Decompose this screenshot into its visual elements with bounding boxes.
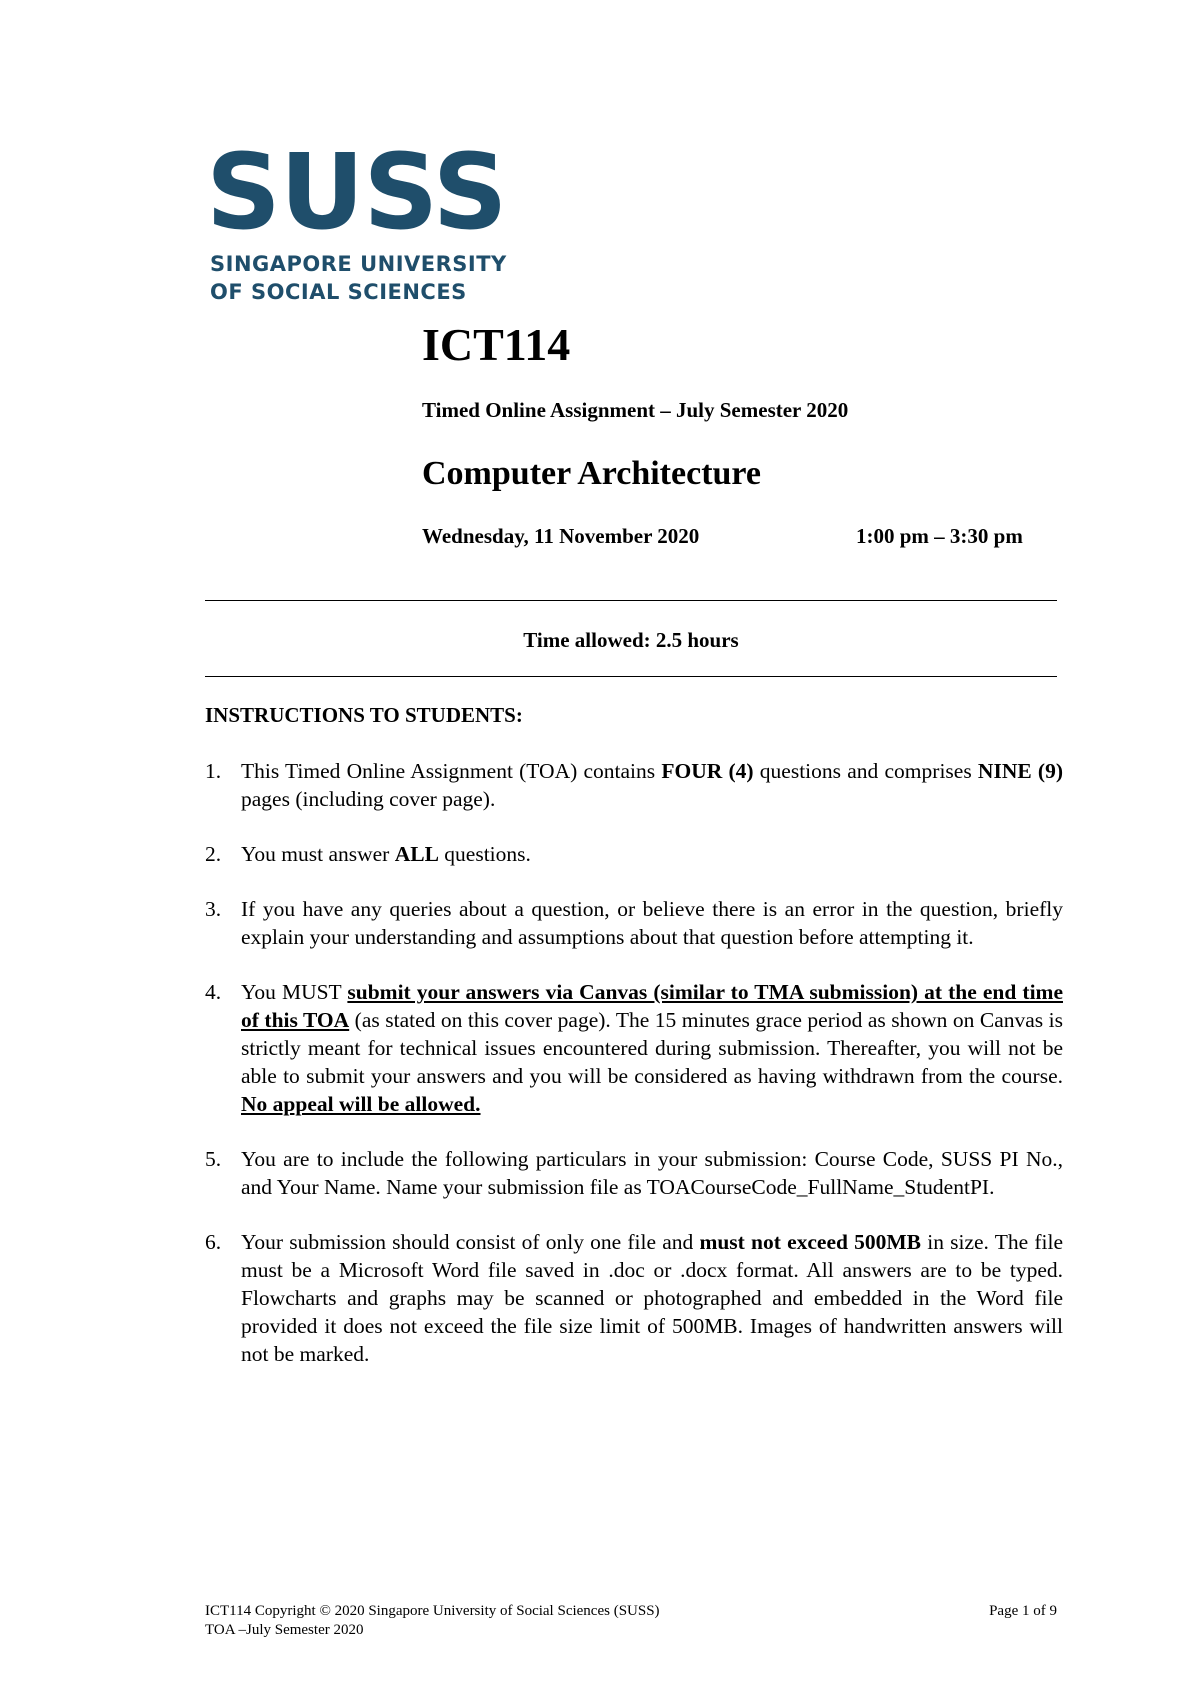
footer-left — [205, 1602, 660, 1640]
instruction-text — [241, 1147, 1063, 1199]
course-code: ICT114 — [422, 319, 571, 370]
instruction-text-run: This Timed Online Assignment (TOA) contains — [241, 759, 662, 783]
instruction-number: 3. — [205, 897, 222, 921]
instruction-number: 6. — [205, 1230, 222, 1254]
instruction-text — [241, 842, 531, 866]
instruction-text — [241, 980, 1063, 1116]
footer-semester: TOA –July Semester 2020 — [205, 1622, 364, 1638]
course-name: Computer Architecture — [422, 455, 761, 492]
logo-line-2: OF SOCIAL SCIENCES — [210, 280, 467, 304]
instruction-text-run: submit your answers via Canvas (similar to TMA submission) at the end time of this TOA — [241, 980, 1063, 1032]
footer-copyright: ICT114 Copyright © 2020 Singapore University of Social Sciences (SUSS) — [205, 1603, 660, 1619]
divider-top — [205, 600, 1057, 601]
instruction-number: 4. — [205, 980, 222, 1004]
instruction-text — [241, 897, 1063, 949]
instruction-text-run: Your submission should consist of only one file and — [241, 1230, 700, 1254]
instruction-number: 2. — [205, 842, 222, 866]
instruction-text-run: questions. — [438, 842, 531, 866]
instruction-item — [205, 1228, 1063, 1368]
instruction-item — [205, 895, 1063, 951]
instruction-text-run: You are to include the following particulars in your submission: Course Code, SUSS PI No., and Your Name. Name your submission file as TOACourseCode_FullName_StudentPI. — [241, 1147, 1063, 1199]
divider-bottom — [205, 676, 1057, 677]
instruction-text — [241, 759, 1063, 811]
instruction-text-run: If you have any queries about a question, or believe there is an error in the question, briefly explain your understanding and assumptions about that question before attempting it. — [241, 897, 1063, 949]
instruction-item — [205, 840, 1063, 868]
instruction-number: 1. — [205, 759, 222, 783]
time-allowed: Time allowed: 2.5 hours — [523, 628, 739, 652]
instructions-heading: INSTRUCTIONS TO STUDENTS: — [205, 703, 523, 727]
instruction-text-run: (as stated on this cover page). The 15 minutes grace period as shown on Canvas is strictly meant for technical issues encountered during submission. Thereafter, you will not be able to submit your answers and you will be considered as having withdrawn from the course. — [241, 1008, 1063, 1088]
instruction-number: 5. — [205, 1147, 222, 1171]
instruction-text-run: You must answer — [241, 842, 395, 866]
logo-line-1: SINGAPORE UNIVERSITY — [210, 252, 507, 276]
instruction-text-run: FOUR (4) — [661, 759, 754, 783]
instructions-list — [205, 757, 1063, 1395]
instruction-text-run: questions and comprises — [753, 759, 978, 783]
exam-date: Wednesday, 11 November 2020 — [422, 524, 700, 548]
instruction-item — [205, 978, 1063, 1118]
footer-page-number: Page 1 of 9 — [989, 1603, 1057, 1619]
suss-logo — [206, 131, 526, 305]
logo-wordmark: SUSS — [206, 131, 507, 253]
assignment-subtitle: Timed Online Assignment – July Semester 2020 — [422, 398, 849, 422]
instruction-item — [205, 757, 1063, 813]
instruction-text-run: must not exceed 500MB — [699, 1230, 922, 1254]
instruction-text-run: ALL — [394, 842, 439, 866]
instruction-text — [241, 1230, 1063, 1366]
instruction-text-run: in size. The file must be a Microsoft Word file saved in .doc or .docx format. All answers are to be typed. Flowcharts and graphs may be scanned or photographed and embedded in the Word file provided it does not exceed the file size limit of 500MB. Images of handwritten answers will not be marked. — [241, 1230, 1063, 1366]
instruction-item — [205, 1145, 1063, 1201]
instruction-text-run: pages (including cover page). — [241, 787, 496, 811]
instruction-text-run: NINE (9) — [977, 759, 1063, 783]
instruction-text-run: You MUST — [241, 980, 348, 1004]
instruction-text-run: No appeal will be allowed. — [241, 1092, 481, 1116]
exam-time: 1:00 pm – 3:30 pm — [856, 524, 1023, 548]
